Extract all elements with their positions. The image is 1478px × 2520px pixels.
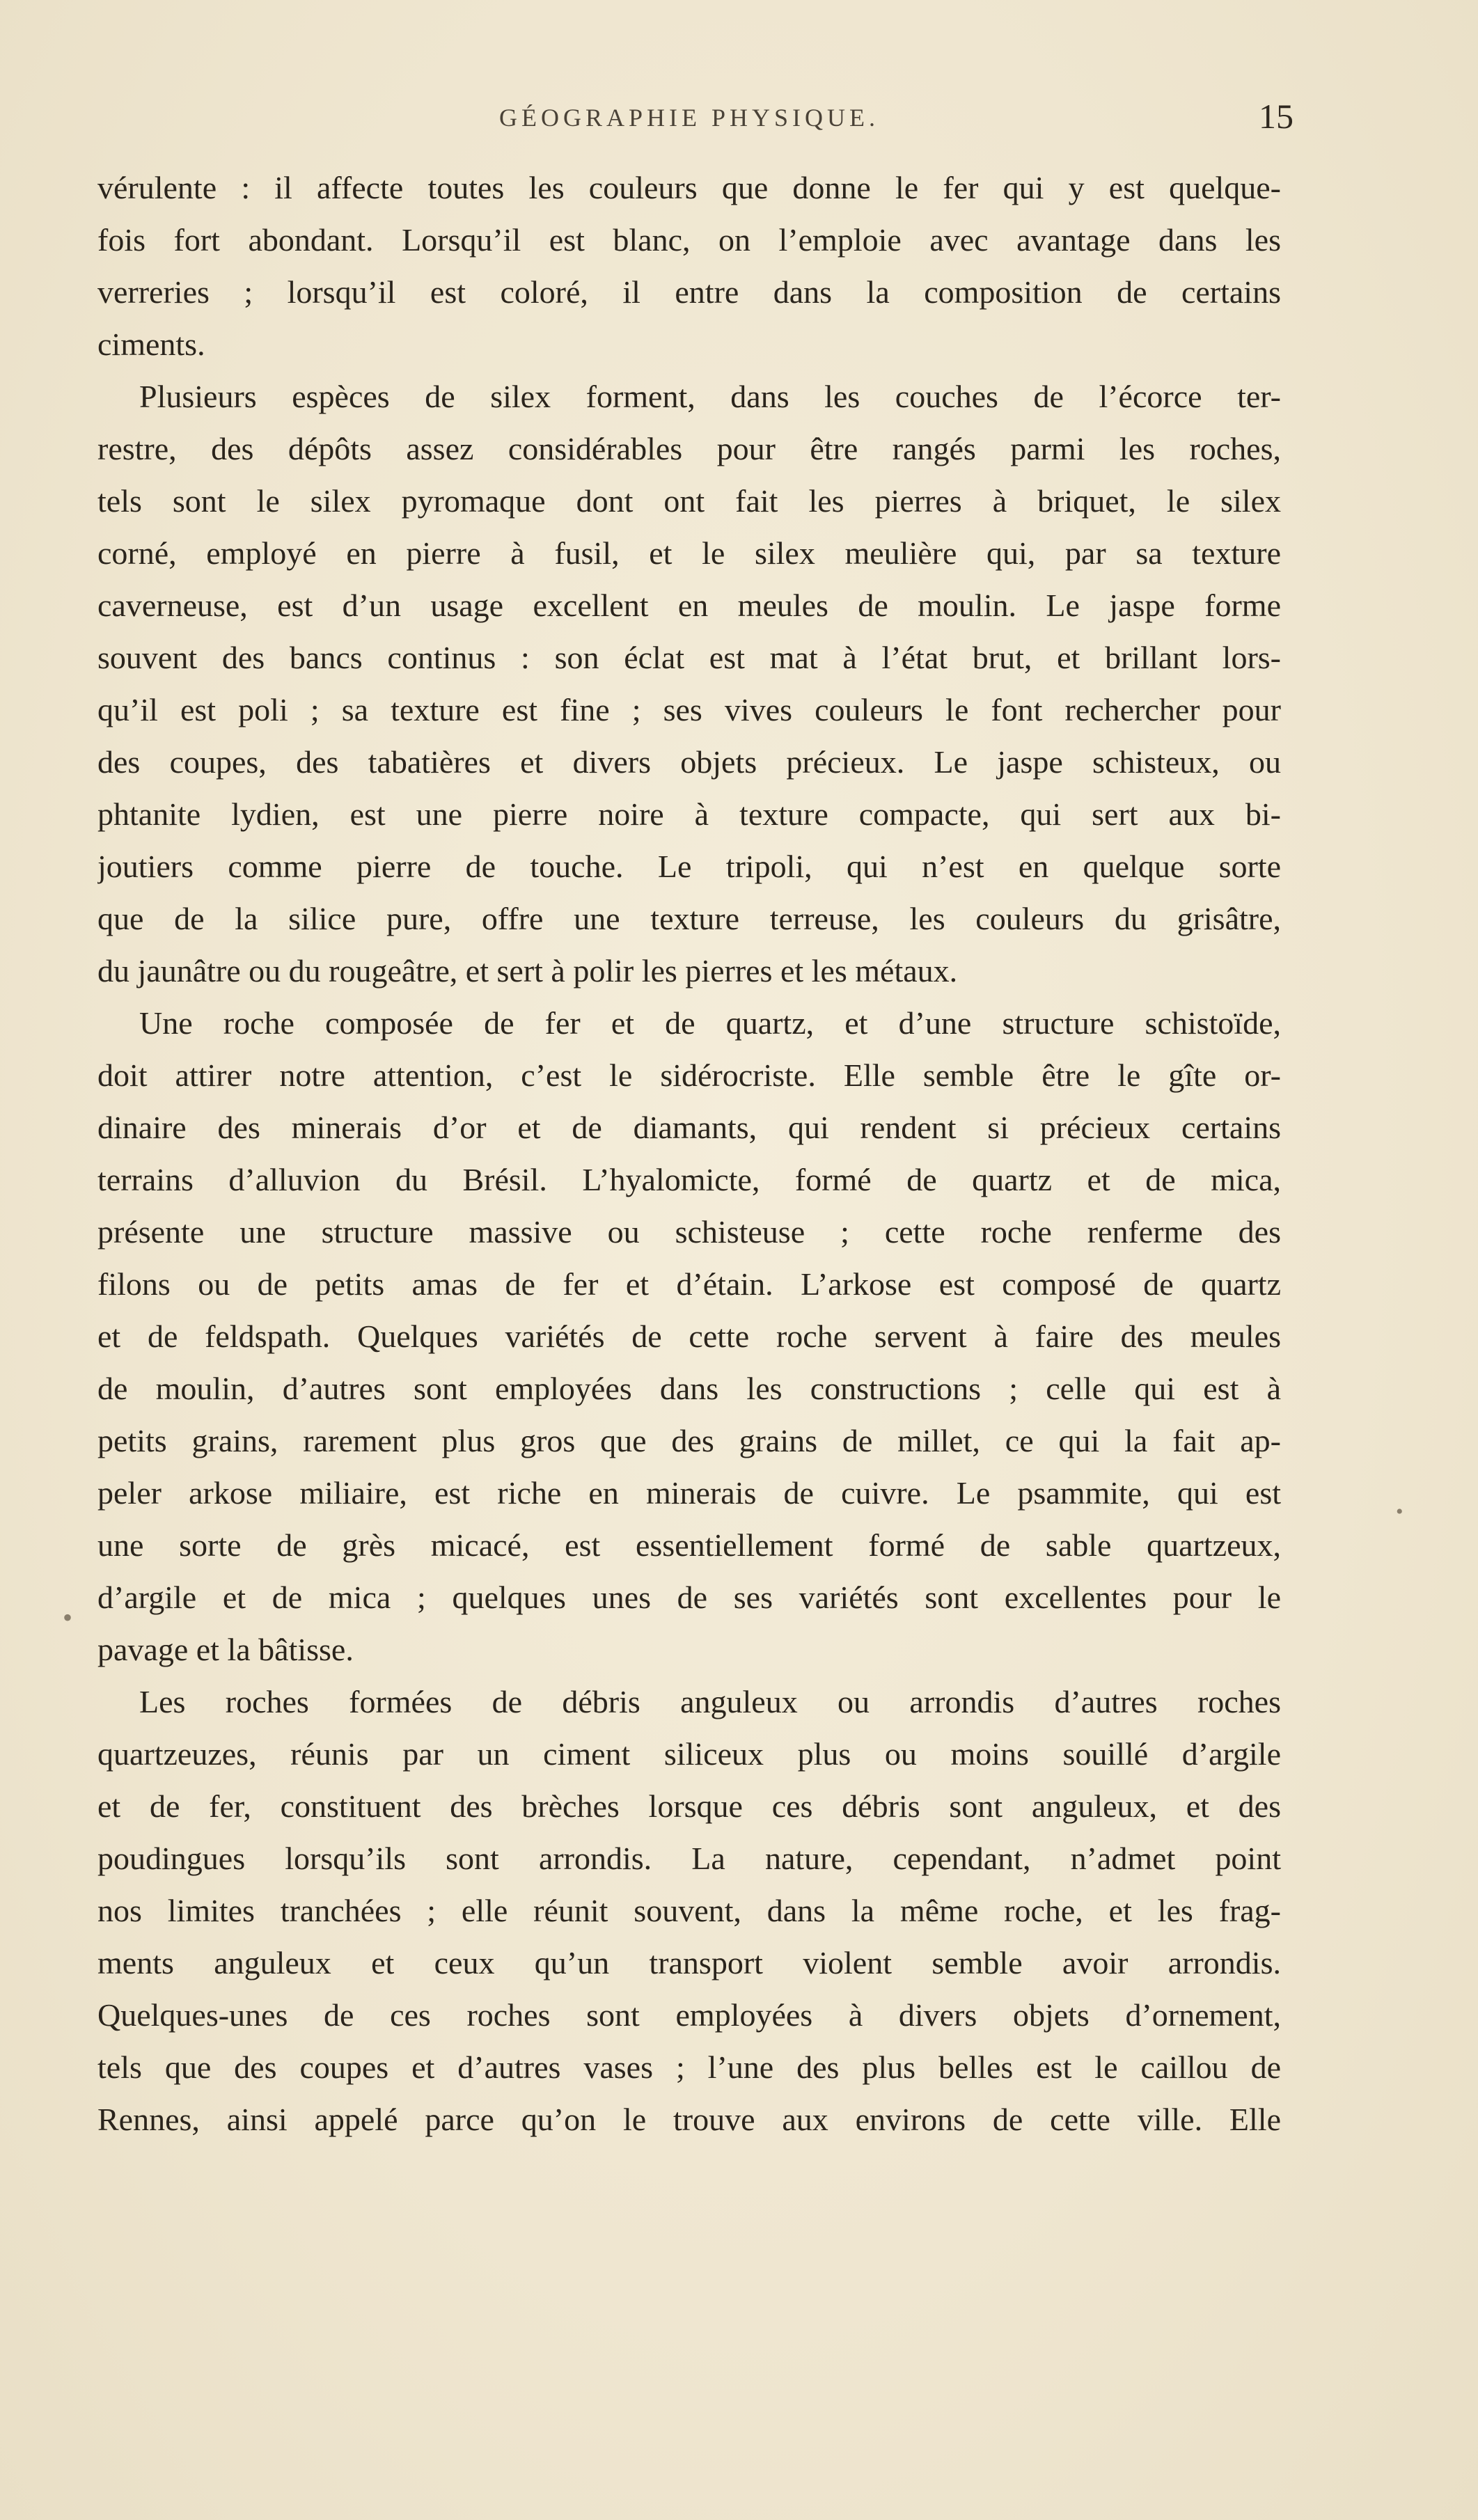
running-head: GÉOGRAPHIE PHYSIQUE. — [498, 104, 879, 132]
text-line: et de feldspath. Quelques variétés de cette roche servent à faire des meules — [97, 1318, 1281, 1354]
text-line: pavage et la bâtisse. — [97, 1632, 354, 1667]
text-line: de moulin, d’autres sont employées dans les constructions ; celle qui est à — [97, 1371, 1281, 1406]
text-line: vérulente : il affecte toutes les couleurs que donne le fer qui y est quelque- — [97, 170, 1281, 205]
text-line: Rennes, ainsi appelé parce qu’on le trouve aux environs de cette ville. Elle — [97, 2102, 1281, 2137]
text-line: caverneuse, est d’un usage excellent en meules de moulin. Le jaspe forme — [97, 588, 1281, 623]
text-line: Plusieurs espèces de silex forment, dans les couches de l’écorce ter- — [139, 379, 1281, 414]
text-line: petits grains, rarement plus gros que des grains de millet, ce qui la fait ap- — [97, 1423, 1281, 1458]
text-line: fois fort abondant. Lorsqu’il est blanc, on l’emploie avec avantage dans les — [97, 222, 1281, 258]
text-line: joutiers comme pierre de touche. Le tripoli, qui n’est en quelque sorte — [97, 849, 1281, 884]
text-line: Les roches formées de débris anguleux ou arrondis d’autres roches — [139, 1684, 1281, 1719]
body-text — [97, 162, 1281, 2145]
text-line: qu’il est poli ; sa texture est fine ; ses vives couleurs le font rechercher pour — [97, 692, 1281, 727]
text-line: présente une structure massive ou schisteuse ; cette roche renferme des — [97, 1214, 1281, 1250]
text-line: que de la silice pure, offre une texture terreuse, les couleurs du grisâtre, — [97, 901, 1281, 936]
text-line: verreries ; lorsqu’il est coloré, il entre dans la composition de certains — [97, 274, 1281, 310]
text-line: Quelques-unes de ces roches sont employées à divers objets d’ornement, — [97, 1997, 1281, 2033]
text-line: Une roche composée de fer et de quartz, et d’une structure schistoïde, — [139, 1005, 1281, 1041]
text-line: peler arkose miliaire, est riche en minerais de cuivre. Le psammite, qui est — [97, 1475, 1281, 1511]
text-line: et de fer, constituent des brèches lorsque ces débris sont anguleux, et des — [97, 1788, 1281, 1824]
margin-mark-right: • — [1396, 1500, 1404, 1523]
text-line: une sorte de grès micacé, est essentiellement formé de sable quartzeux, — [97, 1527, 1281, 1563]
text-line: phtanite lydien, est une pierre noire à texture compacte, qui sert aux bi- — [97, 796, 1281, 832]
text-line: nos limites tranchées ; elle réunit souvent, dans la même roche, et les frag- — [97, 1893, 1281, 1928]
text-line: du jaunâtre ou du rougeâtre, et sert à polir les pierres et les métaux. — [97, 953, 958, 989]
text-line: poudingues lorsqu’ils sont arrondis. La nature, cependant, n’admet point — [97, 1841, 1281, 1876]
text-line: corné, employé en pierre à fusil, et le silex meulière qui, par sa texture — [97, 535, 1281, 571]
text-line: terrains d’alluvion du Brésil. L’hyalomicte, formé de quartz et de mica, — [97, 1162, 1281, 1197]
text-line: des coupes, des tabatières et divers objets précieux. Le jaspe schisteux, ou — [97, 744, 1281, 780]
page-header — [97, 97, 1294, 145]
text-line: filons ou de petits amas de fer et d’étain. L’arkose est composé de quartz — [97, 1266, 1281, 1302]
text-line: dinaire des minerais d’or et de diamants, qui rendent si précieux certains — [97, 1110, 1281, 1145]
text-line: d’argile et de mica ; quelques unes de ses variétés sont excellentes pour le — [97, 1580, 1281, 1615]
margin-mark-left: • — [63, 1602, 73, 1633]
text-line: souvent des bancs continus : son éclat est mat à l’état brut, et brillant lors- — [97, 640, 1281, 675]
text-line: tels que des coupes et d’autres vases ; l’une des plus belles est le caillou de — [97, 2049, 1281, 2085]
page-number: 15 — [1259, 97, 1294, 136]
text-line: ments anguleux et ceux qu’un transport violent semble avoir arrondis. — [97, 1945, 1281, 1980]
text-line: quartzeuzes, réunis par un ciment siliceux plus ou moins souillé d’argile — [97, 1736, 1281, 1772]
text-line: doit attirer notre attention, c’est le sidérocriste. Elle semble être le gîte or- — [97, 1057, 1281, 1093]
text-line: tels sont le silex pyromaque dont ont fait les pierres à briquet, le silex — [97, 483, 1281, 519]
text-line: restre, des dépôts assez considérables pour être rangés parmi les roches, — [97, 431, 1281, 466]
text-line: ciments. — [97, 326, 205, 362]
